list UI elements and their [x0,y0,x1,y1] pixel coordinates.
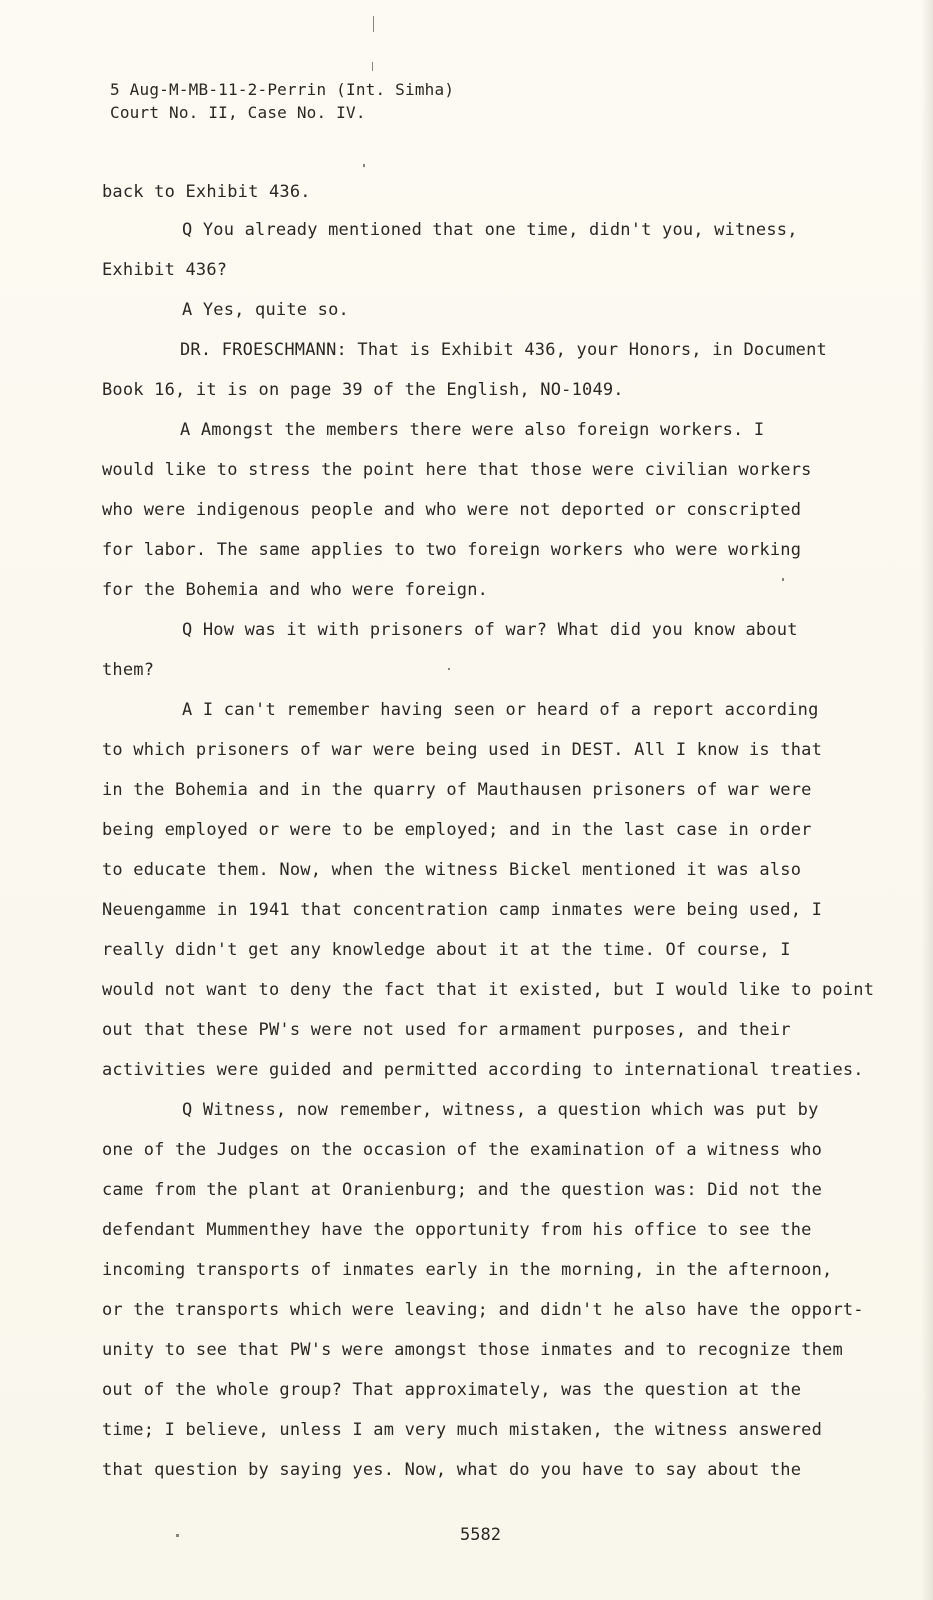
text-line: Q You already mentioned that one time, didn't you, witness, [182,220,798,240]
text-line: would not want to deny the fact that it existed, but I would like to point [102,980,875,1000]
header-court-line: Court No. II, Case No. IV. [110,103,366,122]
text-line: Neuengamme in 1941 that concentration camp inmates were being used, I [102,900,823,920]
text-line: time; I believe, unless I am very much mistaken, the witness answered [102,1420,823,1440]
text-line: who were indigenous people and who were not deported or conscripted [102,500,802,520]
text-line: A Amongst the members there were also foreign workers. I [180,420,765,440]
text-line: A Yes, quite so. [182,300,349,320]
margin-speck [363,164,365,167]
text-line: being employed or were to be employed; and in the last case in order [102,820,812,840]
margin-speck [372,62,373,71]
text-line: Book 16, it is on page 39 of the English, NO-1049. [102,380,624,400]
margin-speck [176,1534,179,1537]
text-line: back to Exhibit 436. [102,182,311,202]
text-line: A I can't remember having seen or heard of a report according [182,700,819,720]
text-line: incoming transports of inmates early in the morning, in the afternoon, [102,1260,833,1280]
text-line: DR. FROESCHMANN: That is Exhibit 436, your Honors, in Document [180,340,827,360]
text-line: that question by saying yes. Now, what do you have to say about the [102,1460,802,1480]
margin-speck [782,578,784,581]
text-line: to which prisoners of war were being used in DEST. All I know is that [102,740,823,760]
text-line: one of the Judges on the occasion of the examination of a witness who [102,1140,823,1160]
text-line: activities were guided and permitted according to international treaties. [102,1060,864,1080]
header-reference-line: 5 Aug-M-MB-11-2-Perrin (Int. Simha) [110,80,455,99]
text-line: for labor. The same applies to two foreign workers who were working [102,540,802,560]
text-line: Q How was it with prisoners of war? What did you know about [182,620,798,640]
text-line: unity to see that PW's were amongst those inmates and to recognize them [102,1340,843,1360]
text-line: to educate them. Now, when the witness Bickel mentioned it was also [102,860,802,880]
margin-speck [448,668,450,670]
text-line: defendant Mummenthey have the opportunity from his office to see the [102,1220,812,1240]
text-line: really didn't get any knowledge about it at the time. Of course, I [102,940,791,960]
page-edge-shadow [921,0,933,1600]
page-number: 5582 [460,1525,501,1545]
text-line: out of the whole group? That approximately, was the question at the [102,1380,802,1400]
text-line: came from the plant at Oranienburg; and the question was: Did not the [102,1180,823,1200]
text-line: in the Bohemia and in the quarry of Mauthausen prisoners of war were [102,780,812,800]
text-line: them? [102,660,155,680]
text-line: out that these PW's were not used for armament purposes, and their [102,1020,791,1040]
text-line: would like to stress the point here that those were civilian workers [102,460,812,480]
text-line: Exhibit 436? [102,260,228,280]
text-line: or the transports which were leaving; and didn't he also have the opport- [102,1300,864,1320]
margin-speck [373,16,374,32]
text-line: Q Witness, now remember, witness, a question which was put by [182,1100,819,1120]
text-line: for the Bohemia and who were foreign. [102,580,489,600]
